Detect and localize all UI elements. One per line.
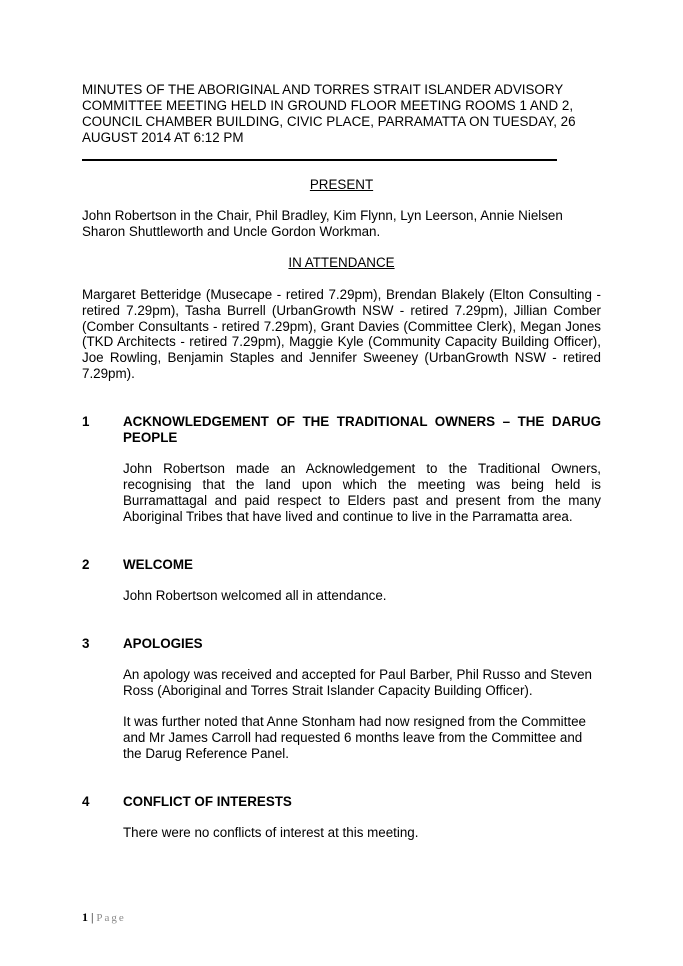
footer-page-label: Page: [96, 912, 126, 924]
section-1-title: ACKNOWLEDGEMENT OF THE TRADITIONAL OWNERS – THE DARUG PEOPLE: [123, 414, 601, 445]
attendance-list: Margaret Betteridge (Musecape - retired 7.29pm), Brendan Blakely (Elton Consulting -retired 7.29pm), Tasha Burrell (UrbanGrowth NSW - retired 7.29pm), Jillian Comber (Comber Consultants - retired 7.29pm), Grant Davies (Committee Clerk), Megan Jones (TKD Architects - retired 7.29pm), Maggie Kyle (Community Capacity Building Officer), Joe Rowling, Benjamin Staples and Jennifer Sweeney (UrbanGrowth NSW - retired 7.29pm).: [82, 287, 601, 381]
title-divider: [82, 159, 557, 161]
section-3-paragraph-1: An apology was received and accepted for Paul Barber, Phil Russo and Steven Ross (Aboriginal and Torres Strait Islander Capacity Building Officer).: [123, 667, 592, 698]
present-heading: PRESENT: [309, 177, 374, 192]
section-4-paragraph: There were no conflicts of interest at this meeting.: [123, 825, 419, 840]
footer-separator: |: [91, 910, 94, 924]
section-3-number: 3: [82, 636, 90, 651]
section-3-title: APOLOGIES: [123, 636, 203, 651]
section-4-title: CONFLICT OF INTERESTS: [123, 794, 292, 809]
section-1-number: 1: [82, 414, 90, 429]
section-2-title: WELCOME: [123, 557, 193, 572]
section-4-number: 4: [82, 794, 90, 809]
present-list: John Robertson in the Chair, Phil Bradley, Kim Flynn, Lyn Leerson, Annie Nielsen Sharon Shuttleworth and Uncle Gordon Workman.: [82, 208, 563, 239]
attendance-heading: IN ATTENDANCE: [288, 255, 395, 270]
footer-page-number: 1: [82, 910, 88, 924]
section-2-number: 2: [82, 557, 90, 572]
section-3-paragraph-2: It was further noted that Anne Stonham had now resigned from the Committee and Mr James Carroll had requested 6 months leave from the Committee and the Darug Reference Panel.: [123, 714, 586, 761]
section-1-paragraph: John Robertson made an Acknowledgement to the Traditional Owners, recognising that the land upon which the meeting was being held is Burramattagal and paid respect to Elders past and present from the many Aboriginal Tribes that have lived and continue to live in the Parramatta area.: [123, 461, 601, 524]
page-footer: [82, 910, 126, 925]
section-2-paragraph: John Robertson welcomed all in attendance.: [123, 588, 387, 603]
minutes-title: MINUTES OF THE ABORIGINAL AND TORRES STRAIT ISLANDER ADVISORY COMMITTEE MEETING HELD IN GROUND FLOOR MEETING ROOMS 1 AND 2, COUNCIL CHAMBER BUILDING, CIVIC PLACE, PARRAMATTA ON TUESDAY, 26 AUGUST 2014 AT 6:12 PM: [82, 82, 576, 145]
